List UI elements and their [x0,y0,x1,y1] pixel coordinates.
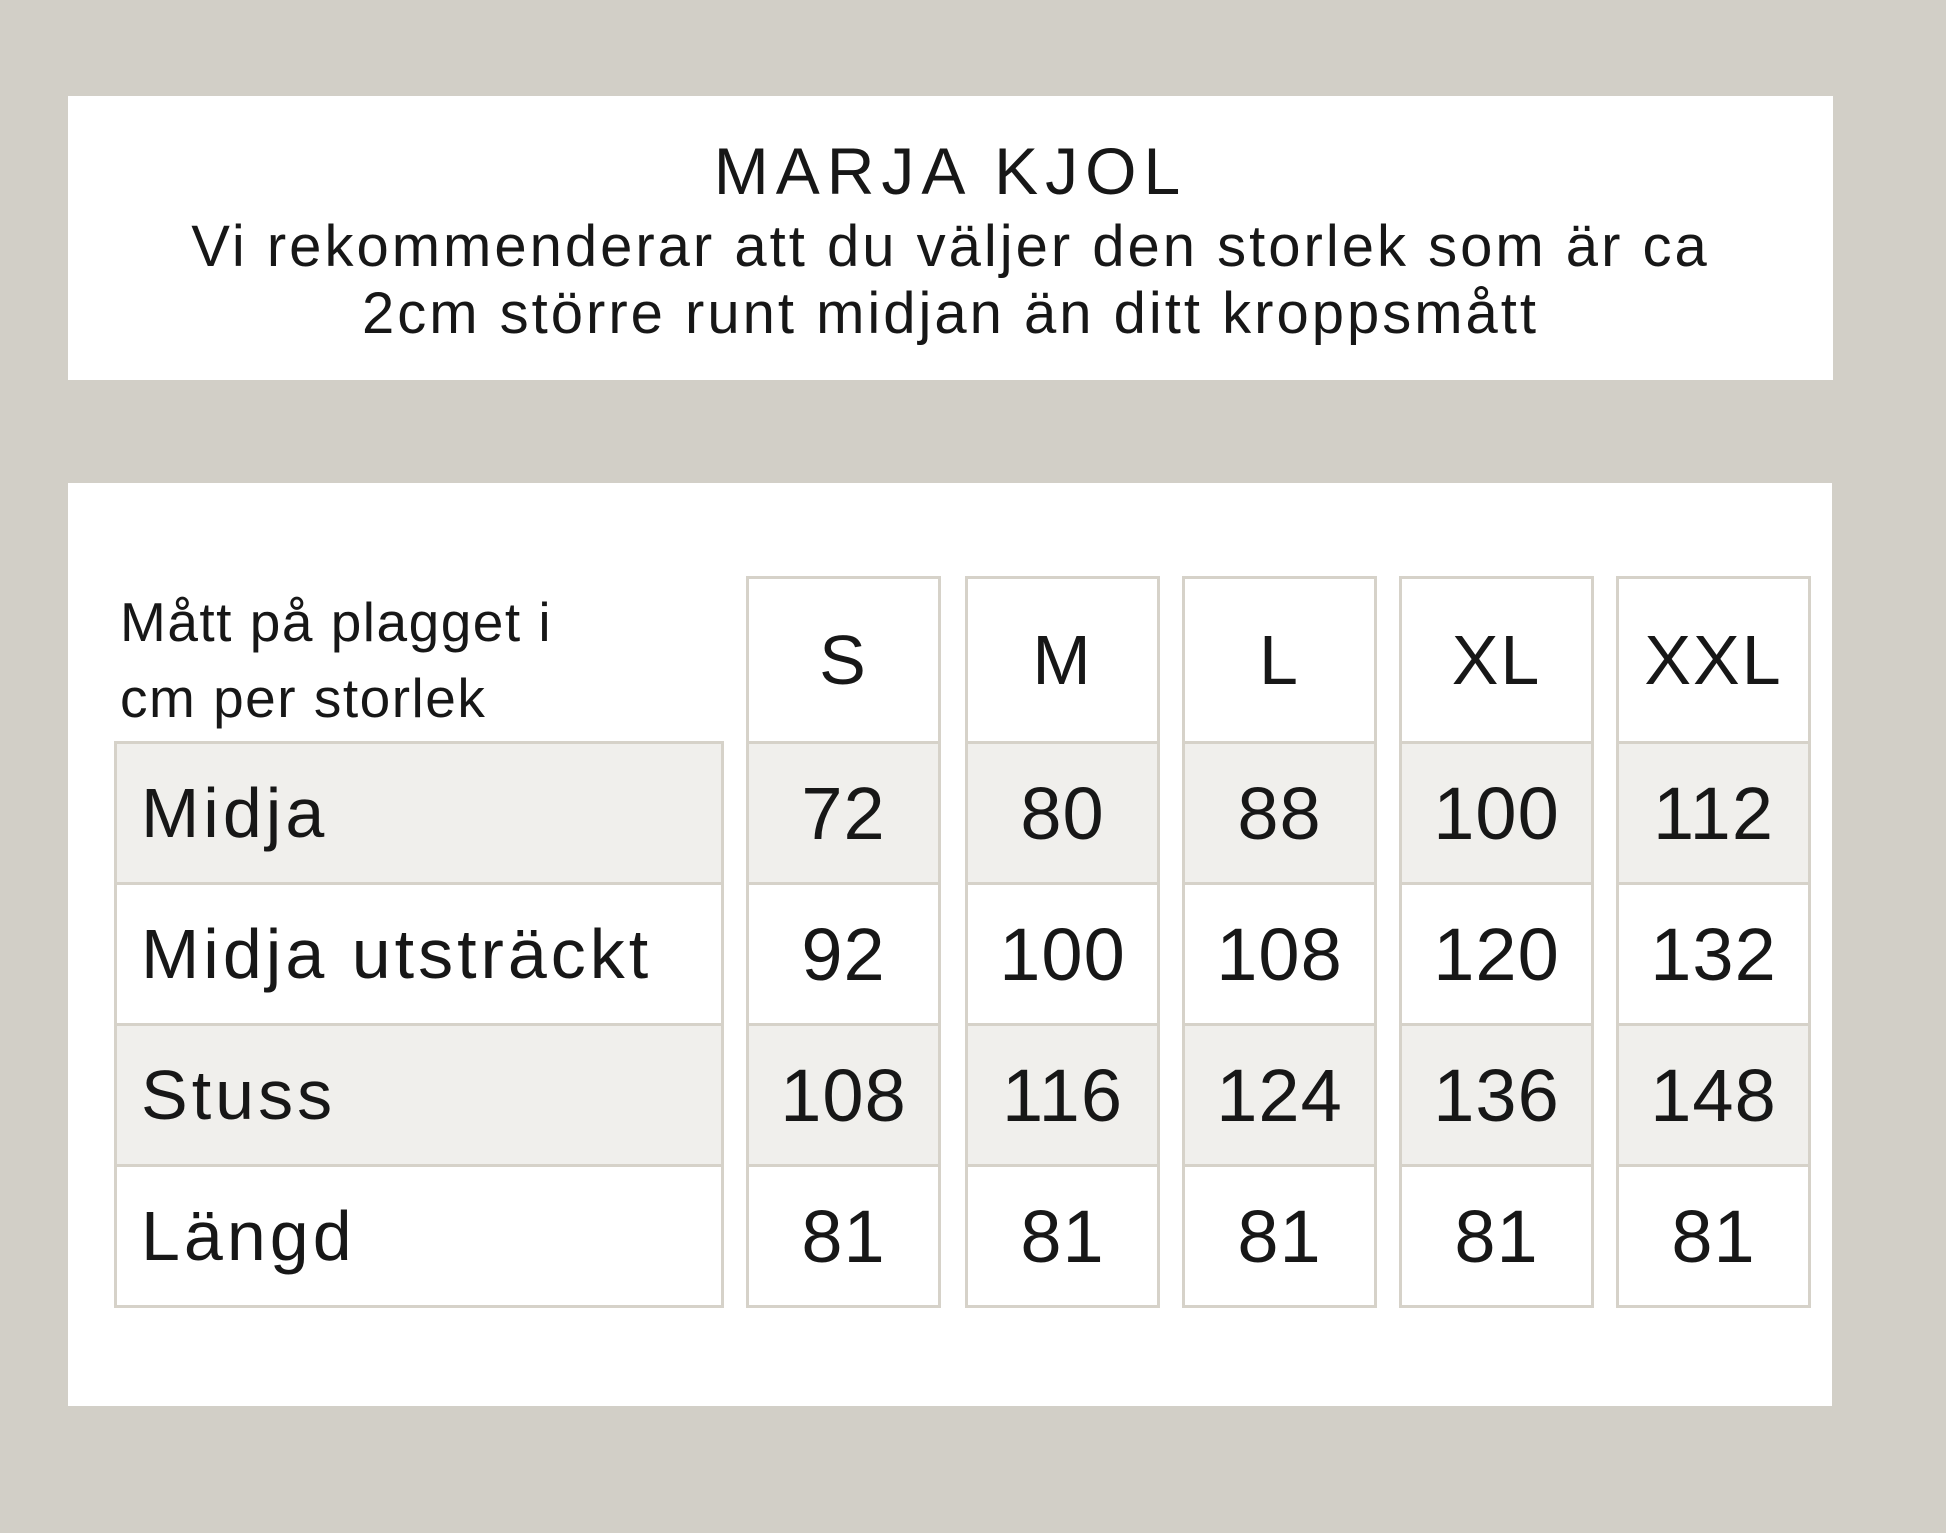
cell-langd-l: 81 [1182,1164,1377,1308]
row-label-column [114,741,724,1308]
size-guide-header-card [68,96,1833,380]
cell-midja-utstrackt-l: 108 [1182,882,1377,1026]
table-corner-label-line-2: cm per storlek [120,667,487,729]
size-column-xxl [1616,576,1811,1308]
row-label-langd: Längd [114,1164,724,1308]
row-label-stuss: Stuss [114,1023,724,1167]
size-recommendation-line-2: 2cm större runt midjan än ditt kroppsmått [361,281,1540,346]
cell-stuss-s: 108 [746,1023,941,1167]
cell-midja-utstrackt-s: 92 [746,882,941,1026]
cell-stuss-m: 116 [965,1023,1160,1167]
row-label-midja: Midja [114,741,724,885]
size-column-s [746,576,941,1308]
size-recommendation-line-1: Vi rekommenderar att du väljer den storlek som är ca [191,214,1710,279]
cell-langd-m: 81 [965,1164,1160,1308]
cell-midja-s: 72 [746,741,941,885]
cell-midja-utstrackt-xl: 120 [1399,882,1594,1026]
size-header-m: M [965,576,1160,744]
cell-stuss-xl: 136 [1399,1023,1594,1167]
size-column-xl [1399,576,1594,1308]
cell-midja-l: 88 [1182,741,1377,885]
row-label-midja-utstrackt: Midja utsträckt [114,882,724,1026]
cell-stuss-l: 124 [1182,1023,1377,1167]
cell-stuss-xxl: 148 [1616,1023,1811,1167]
table-corner-label-line-1: Mått på plagget i [120,591,553,653]
cell-midja-utstrackt-m: 100 [965,882,1160,1026]
cell-midja-utstrackt-xxl: 132 [1616,882,1811,1026]
cell-langd-xxl: 81 [1616,1164,1811,1308]
cell-langd-s: 81 [746,1164,941,1308]
cell-langd-xl: 81 [1399,1164,1594,1308]
size-header-xxl: XXL [1616,576,1811,744]
size-header-l: L [1182,576,1377,744]
size-table-card [68,483,1832,1406]
product-title: MARJA KJOL [713,134,1188,208]
cell-midja-xxl: 112 [1616,741,1811,885]
cell-midja-xl: 100 [1399,741,1594,885]
size-column-l [1182,576,1377,1308]
size-column-m [965,576,1160,1308]
size-header-xl: XL [1399,576,1594,744]
table-corner-label [120,576,710,744]
size-header-s: S [746,576,941,744]
cell-midja-m: 80 [965,741,1160,885]
